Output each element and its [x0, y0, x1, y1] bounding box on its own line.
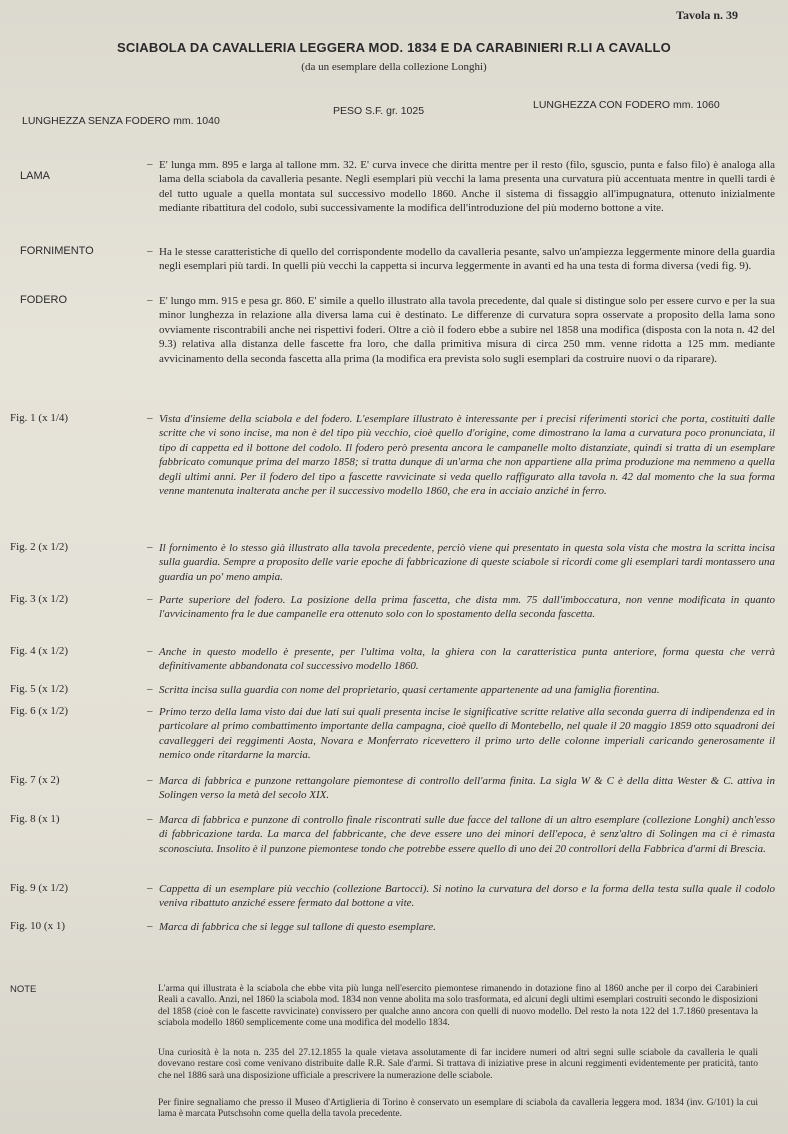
- dash: –: [147, 158, 153, 170]
- figure-label: Fig. 7 (x 2): [10, 774, 60, 786]
- figure-caption: Marca di fabbrica e punzone rettangolare piemontese di controllo dell'arma finita. La sigla W & C è della ditta Wester & C. attiva in Solingen verso la metà del secolo XIX.: [159, 775, 775, 802]
- note-paragraph-2: Una curiosità è la nota n. 235 del 27.12.1855 la quale vietava assolutamente di far incidere numeri od altri segni sulle sciabole da cavalleria le quali dovevano restare così come venivano distribuite dalle R.R. Sale d'armi. Si trattava di iniziative prese in alcuni reggimenti evidentemente per praticità, tanto che nel 1886 sarà una disposizione ufficiale a prescrivere la numerazione delle sciabole.: [158, 1048, 758, 1081]
- section-text: E' lunga mm. 895 e larga al tallone mm. 32. E' curva invece che diritta mentre per il resto (filo, sguscio, punta e falso filo) è analoga alla lama della sciabola da cavalleria pesante. Negli esemplari più vecchi la lama presenta una curvatura più accentuata mentre in quelli tardi è del tutto uguale a quella montata sul successivo modello 1860. Anche il sistema di fissaggio all'impugnatura, ottenuto inizialmente mediante ribattitura del codolo, subì successivamente la modifica dell'introduzione del più moderno bottone a vite.: [159, 159, 775, 215]
- figure-caption: Scritta incisa sulla guardia con nome del proprietario, quasi certamente appartenente ad una famiglia fiorentina.: [159, 684, 660, 696]
- dash: –: [147, 774, 153, 786]
- figure-caption: Primo terzo della lama visto dai due lati sui quali presenta incise le significative scritte relative alla seconda guerra di indipendenza ed in particolare al primo combattimento importante della campagna, cioè quello di Montebello, nel quale il 20 maggio 1859 otto squadroni dei cavalleggeri dei reggimenti Aosta, Novara e Monferrato ricevettero il primo urto delle colonne imperiali caricando generosamente il nemico onde ritardarne la marcia.: [159, 706, 775, 762]
- dash: –: [147, 683, 153, 695]
- dash: –: [147, 593, 153, 605]
- section-label: LAMA: [20, 170, 50, 182]
- dash: –: [147, 412, 153, 424]
- dash: –: [147, 245, 153, 257]
- figure-label: Fig. 10 (x 1): [10, 920, 65, 932]
- dash: –: [147, 541, 153, 553]
- dash: –: [147, 294, 153, 306]
- figure-caption: Parte superiore del fodero. La posizione della prima fascetta, che dista mm. 75 dall'imboccatura, non venne modificata in quanto l'avvicinamento fra le due campanelle era ottenuto solo con lo spostamento della seconda fascetta.: [159, 594, 775, 621]
- plate-number: Tavola n. 39: [676, 8, 738, 22]
- note-paragraph-3: Per finire segnaliamo che presso il Museo d'Artiglieria di Torino è conservato un esemplare di sciabola da cavalleria leggera mod. 1834 (inv. G/101) la cui lama è marcata Putschsohn come quella della tavola precedente.: [158, 1098, 758, 1120]
- section-text: Ha le stesse caratteristiche di quello del corrispondente modello da cavalleria pesante, salvo un'ampiezza leggermente minore della guardia negli esemplari più tardi. In quelli più vecchi la cappetta si incurva leggermente in avanti ed ha una testa di forma diversa (vedi fig. 9).: [159, 246, 775, 273]
- figure-caption: Vista d'insieme della sciabola e del fodero. L'esemplare illustrato è interessante per i precisi riferimenti storici che porta, costituiti dalle scritte che vi sono incise, ma non è del tipo più vecchio, cioè quello d'origine, come dimostrano la lama a curvatura poco pronunciata, il tipo di cappetta ed il bottone del codolo. Il fodero però presenta ancora le campanelle molto distanziate, quindi si tratta di un esemplare fabbricato comunque prima del marzo 1858; si tratta dunque di un'arma che non appartiene alla prima produzione ma nemmeno a quella degli ultimi anni. Per il fodero del tipo a fascette ravvicinate si veda quello raffigurato alla tavola n. 42 dal momento che la sua forma venne mantenuta inalterata anche per il successivo modello 1860, che era in acciaio anziché in ferro.: [159, 413, 775, 498]
- length-without-scabbard: LUNGHEZZA SENZA FODERO mm. 1040: [22, 115, 220, 127]
- figure-label: Fig. 1 (x 1/4): [10, 412, 69, 424]
- figure-label: Fig. 4 (x 1/2): [10, 645, 69, 657]
- figure-caption: Marca di fabbrica e punzone di controllo finale riscontrati sulle due facce del tallone di un altro esemplare (collezione Longhi) anch'esso di fabbricazione tarda. La marca del fabbricante, che deve essere uno dei minori dell'epoca, è senz'altro di Solingen ma ci è rimasta sconosciuta. Insolito è il punzone piemontese tondo che potrebbe essere quello di uno dei 20 controllori della Fabbrica d'armi di Brescia.: [159, 814, 775, 855]
- figure-label: Fig. 5 (x 1/2): [10, 683, 69, 695]
- dash: –: [147, 920, 153, 932]
- weight: PESO S.F. gr. 1025: [333, 105, 425, 117]
- note-label: NOTE: [10, 984, 37, 995]
- dash: –: [147, 705, 153, 717]
- section-label: FODERO: [20, 294, 68, 306]
- figure-label: Fig. 3 (x 1/2): [10, 593, 69, 605]
- figure-caption: Anche in questo modello è presente, per l'ultima volta, la ghiera con la caratteristica punta anteriore, forma questa che verrà definitivamente abbandonata col successivo modello 1860.: [159, 646, 775, 673]
- figure-caption: Il fornimento è lo stesso già illustrato alla tavola precedente, perciò viene qui presentato in questa sola vista che mostra la scritta incisa sulla guardia. Sempre a proposito delle varie epoche di fabbricazione di queste sciabole si ricordi come gli esemplari tardi montassero una guardia un po' meno ampia.: [159, 542, 775, 583]
- note-paragraph-1: L'arma qui illustrata è la sciabola che ebbe vita più lunga nell'esercito piemontese rimanendo in dotazione fino al 1860 anche per il corpo dei Carabinieri Reali a cavallo. Anzi, nel 1860 la sciabola mod. 1834 non venne abolita ma solo trasformata, ed alcuni degli ultimi esemplari costruiti secondo le disposizioni del 1858 (cioè con le fascette ravvicinate) convissero per qualche anno ancora con quelli di nuovo modello. Del resto la nota 122 del 1.7.1860 presentava la sciabola modello 1860 semplicemente come una modifica del modello 1834.: [158, 984, 758, 1029]
- section-label: FORNIMENTO: [20, 245, 94, 257]
- length-with-scabbard: LUNGHEZZA CON FODERO mm. 1060: [533, 99, 720, 111]
- page-subtitle: (da un esemplare della collezione Longhi): [301, 61, 487, 73]
- figure-caption: Cappetta di un esemplare più vecchio (collezione Bartocci). Si notino la curvatura del dorso e la forma della testa sulla quale il codolo veniva ribattuto anziché essere fermato dal bottone a vite.: [159, 883, 775, 910]
- figure-label: Fig. 9 (x 1/2): [10, 882, 69, 894]
- dash: –: [147, 645, 153, 657]
- figure-label: Fig. 2 (x 1/2): [10, 541, 69, 553]
- section-text: E' lungo mm. 915 e pesa gr. 860. E' simile a quello illustrato alla tavola precedente, dal quale si distingue solo per essere curvo e per la sua minor lunghezza in relazione alla diversa lama cui è destinato. Le differenze di curvatura sopra osservate a proposito della lama sono ovviamente riscontrabili anche nei rispettivi foderi. Oltre a ciò il fodero ebbe a subire nel 1858 una modifica (disposta con la nota n. 42 del 9.3) relativa alla distanza delle fascette fra loro, che dalla primitiva misura di circa 250 mm. venne ridotta a 125 mm. mediante avvicinamento della seconda fascetta alla prima (la modifica era prevista solo sugli esemplari da costruire nuovi o da riparare).: [159, 295, 775, 365]
- dash: –: [147, 882, 153, 894]
- dash: –: [147, 813, 153, 825]
- figure-label: Fig. 8 (x 1): [10, 813, 60, 825]
- page-title: SCIABOLA DA CAVALLERIA LEGGERA MOD. 1834 E DA CARABINIERI R.LI A CAVALLO: [117, 40, 671, 55]
- figure-caption: Marca di fabbrica che si legge sul tallone di questo esemplare.: [159, 921, 436, 933]
- figure-label: Fig. 6 (x 1/2): [10, 705, 69, 717]
